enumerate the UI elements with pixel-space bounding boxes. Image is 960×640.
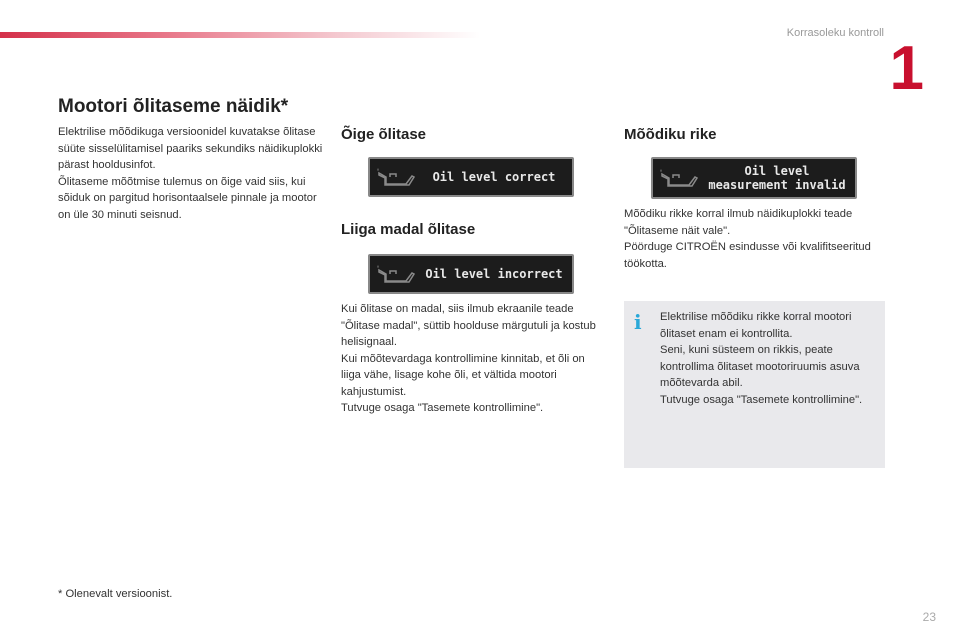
heading-low-level: Liiga madal õlitase (341, 221, 476, 238)
oil-can-icon (376, 262, 416, 286)
page-title: Mootori õlitaseme näidik* (58, 96, 289, 117)
display-message: Oil level correct (432, 170, 556, 184)
intro-paragraph: Elektrilise mõõdikuga versioonidel kuvatakse õlitase süüte sisselülitamisel paariks sekundiks näidikuplokki pärast hooldusinfot. (58, 126, 323, 171)
chapter-number: 1 (889, 34, 924, 103)
info-paragraph: Seni, kuni süsteem on rikkis, peate kontrollima õlitaset mootoriruumis asuva mõõtevarda abil. (660, 344, 860, 389)
dashboard-display-low (368, 254, 574, 294)
display-message: Oil level incorrect (425, 267, 563, 281)
chapter-title: Korrasoleku kontroll (786, 27, 884, 39)
low-level-text (341, 301, 603, 417)
page-number: 23 (922, 610, 936, 624)
intro-paragraph: Õlitaseme mõõtmise tulemus on õige vaid siis, kui sõiduk on pargitud horisontaalsele pinnale ja mootor on üle 30 minuti seisnud. (58, 175, 317, 221)
info-box (624, 301, 885, 468)
heading-gauge-fault: Mõõdiku rike (624, 126, 717, 143)
info-paragraph: Elektrilise mõõdiku rikke korral mootori õlitaset enam ei kontrollita. (660, 311, 852, 340)
heading-correct-level: Õige õlitase (341, 126, 427, 143)
intro-text (58, 124, 323, 223)
oil-can-icon (376, 165, 416, 189)
low-paragraph: Tutvuge osaga "Tasemete kontrollimine". (341, 402, 544, 414)
display-message: Oil level measurement invalid (708, 164, 846, 192)
low-paragraph: Kui õlitase on madal, siis ilmub ekraanile teade "Õlitase madal", süttib hoolduse märgutuli ja kostub helisignaal. (341, 303, 596, 348)
fault-paragraph: Pöörduge CITROËN esindusse või kvalifitseeritud töökotta. (624, 241, 871, 270)
info-text (660, 309, 874, 408)
fault-text (624, 206, 884, 272)
info-icon: i (634, 310, 642, 334)
oil-can-icon (659, 166, 699, 190)
footnote: * Olenevalt versioonist. (58, 588, 173, 600)
dashboard-display-fault (651, 157, 857, 199)
dashboard-display-correct (368, 157, 574, 197)
fault-paragraph: Mõõdiku rikke korral ilmub näidikuplokki teade "Õlitaseme näit vale". (624, 208, 853, 237)
info-paragraph: Tutvuge osaga "Tasemete kontrollimine". (660, 393, 863, 406)
low-paragraph: Kui mõõtevardaga kontrollimine kinnitab, et õli on liiga vähe, lisage kohe õli, et vältida mootori kahjustumist. (341, 352, 585, 398)
header-accent-bar (0, 32, 480, 38)
